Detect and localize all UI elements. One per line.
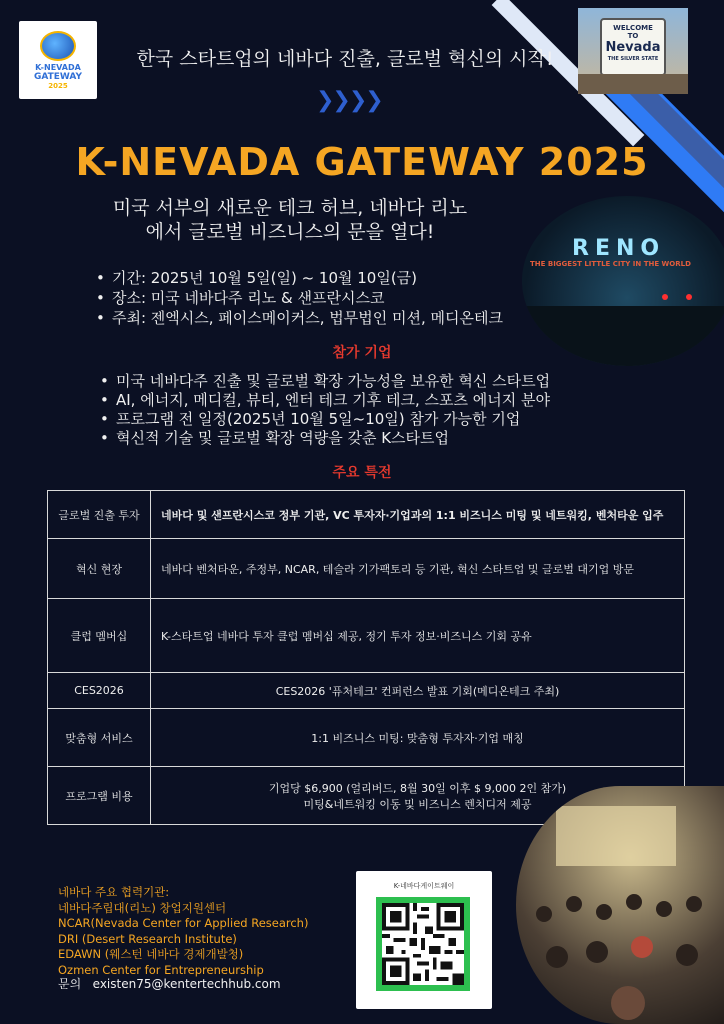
contact-label: 문의 — [58, 977, 82, 991]
reno-sign-text: RENO — [572, 236, 666, 261]
list-item: NCAR(Nevada Center for Applied Research) — [58, 916, 309, 930]
table-value: CES2026 '퓨처테크' 컨퍼런스 발표 기회(메디온테크 주최) — [151, 673, 685, 709]
list-item: EDAWN (웨스턴 네바다 경제개발청) — [58, 947, 244, 961]
info-location: • 장소: 미국 네바다주 리노 & 샌프란시스코 — [94, 288, 503, 308]
table-key: CES2026 — [48, 673, 151, 709]
participants-list — [98, 372, 550, 448]
reno-sign-subtext: THE BIGGEST LITTLE CITY IN THE WORLD — [530, 260, 691, 268]
table-value: 네바다 벤처타운, 주정부, NCAR, 테슬라 기가팩토리 등 기관, 혁신 스타트업 및 글로벌 대기업 방문 — [151, 539, 685, 599]
table-row — [48, 599, 685, 673]
cost-line2: 미팅&네트워킹 이동 및 비즈니스 렌치디저 제공 — [303, 797, 532, 811]
list-item: • 혁신적 기술 및 글로벌 확장 역량을 갖춘 K스타트업 — [98, 429, 550, 448]
list-item: 네바다주립대(리노) 창업지원센터 — [58, 900, 227, 915]
info-host: • 주최: 젠엑시스, 페이스메이커스, 법무법인 미션, 메디온테크 — [94, 308, 503, 328]
table-key: 혁신 현장 — [48, 539, 151, 599]
table-row — [48, 539, 685, 599]
table-row — [48, 709, 685, 767]
headline: 한국 스타트업의 네바다 진출, 글로벌 혁신의 시작! — [136, 48, 554, 70]
info-period: • 기간: 2025년 10월 5일(일) ~ 10월 10일(금) — [94, 268, 503, 288]
table-key: 맞춤형 서비스 — [48, 709, 151, 767]
list-item: • 프로그램 전 일정(2025년 10월 5일~10일) 참가 가능한 기업 — [98, 410, 550, 429]
partner-orgs-heading: 네바다 주요 협력기관: — [58, 885, 170, 899]
subtitle-line1: 미국 서부의 새로운 테크 허브, 네바다 리노 — [112, 197, 468, 219]
logo-line2: GATEWAY — [33, 71, 83, 82]
welcome-sign-photo — [578, 8, 688, 94]
reno-arch-photo — [522, 196, 724, 366]
participants-heading: 참가 기업 — [332, 345, 392, 361]
logo-line1: K-NEVADA — [35, 62, 81, 72]
table-value: K-스타트업 네바다 투자 클럽 멤버십 제공, 정기 투자 정보·비즈니스 기회 공유 — [151, 599, 685, 673]
benefits-table — [47, 490, 685, 825]
partner-orgs — [58, 885, 308, 978]
globe-icon — [40, 31, 76, 61]
benefits-heading: 주요 특전 — [332, 465, 392, 481]
welcome-sign — [600, 18, 666, 76]
table-key: 클럽 멤버십 — [48, 599, 151, 673]
sign-state: Nevada — [605, 40, 661, 55]
subtitle — [70, 196, 510, 244]
table-row — [48, 673, 685, 709]
chevrons-icon: ❯❯❯❯ — [316, 88, 382, 113]
logo-line3: 2025 — [48, 81, 68, 90]
event-logo — [19, 21, 97, 99]
subtitle-line2: 에서 글로벌 비즈니스의 문을 열다! — [145, 221, 435, 243]
list-item: DRI (Desert Research Institute) — [58, 931, 237, 946]
list-item: • AI, 에너지, 메디컬, 뷰티, 엔터 테크 기후 테크, 스포츠 에너지 분야 — [98, 391, 550, 410]
qr-code-icon[interactable] — [376, 897, 470, 991]
cost-line1: 기업당 $6,900 (얼리버드, 8월 30일 이후 $ 9,000 2인 참가) — [268, 781, 567, 795]
contact-email[interactable]: existen75@kentertechhub.com — [92, 977, 281, 991]
conference-audience-photo — [516, 786, 724, 1024]
sign-welcome: WELCOME — [613, 24, 653, 32]
list-item: Ozmen Center for Entrepreneurship — [58, 962, 264, 977]
table-key: 글로벌 진출 투자 — [48, 491, 151, 539]
table-key: 프로그램 비용 — [48, 767, 151, 825]
table-value: 네바다 및 샌프란시스코 정부 기관, VC 투자자·기업과의 1:1 비즈니스 미팅 및 네트워킹, 벤처타운 입주 — [151, 491, 685, 539]
table-row — [48, 491, 685, 539]
table-value: 1:1 비즈니스 미팅: 맞춤형 투자자·기업 매칭 — [151, 709, 685, 767]
sign-to: TO — [627, 32, 639, 40]
event-info-list — [94, 268, 503, 328]
contact — [58, 975, 281, 992]
page-title: K-NEVADA GATEWAY 2025 — [75, 140, 649, 184]
sign-tagline: THE SILVER STATE — [607, 56, 659, 62]
qr-label: K-네바다게이트웨이 — [393, 882, 455, 890]
qr-card — [356, 871, 492, 1009]
list-item: • 미국 네바다주 진출 및 글로벌 확장 가능성을 보유한 혁신 스타트업 — [98, 372, 550, 391]
